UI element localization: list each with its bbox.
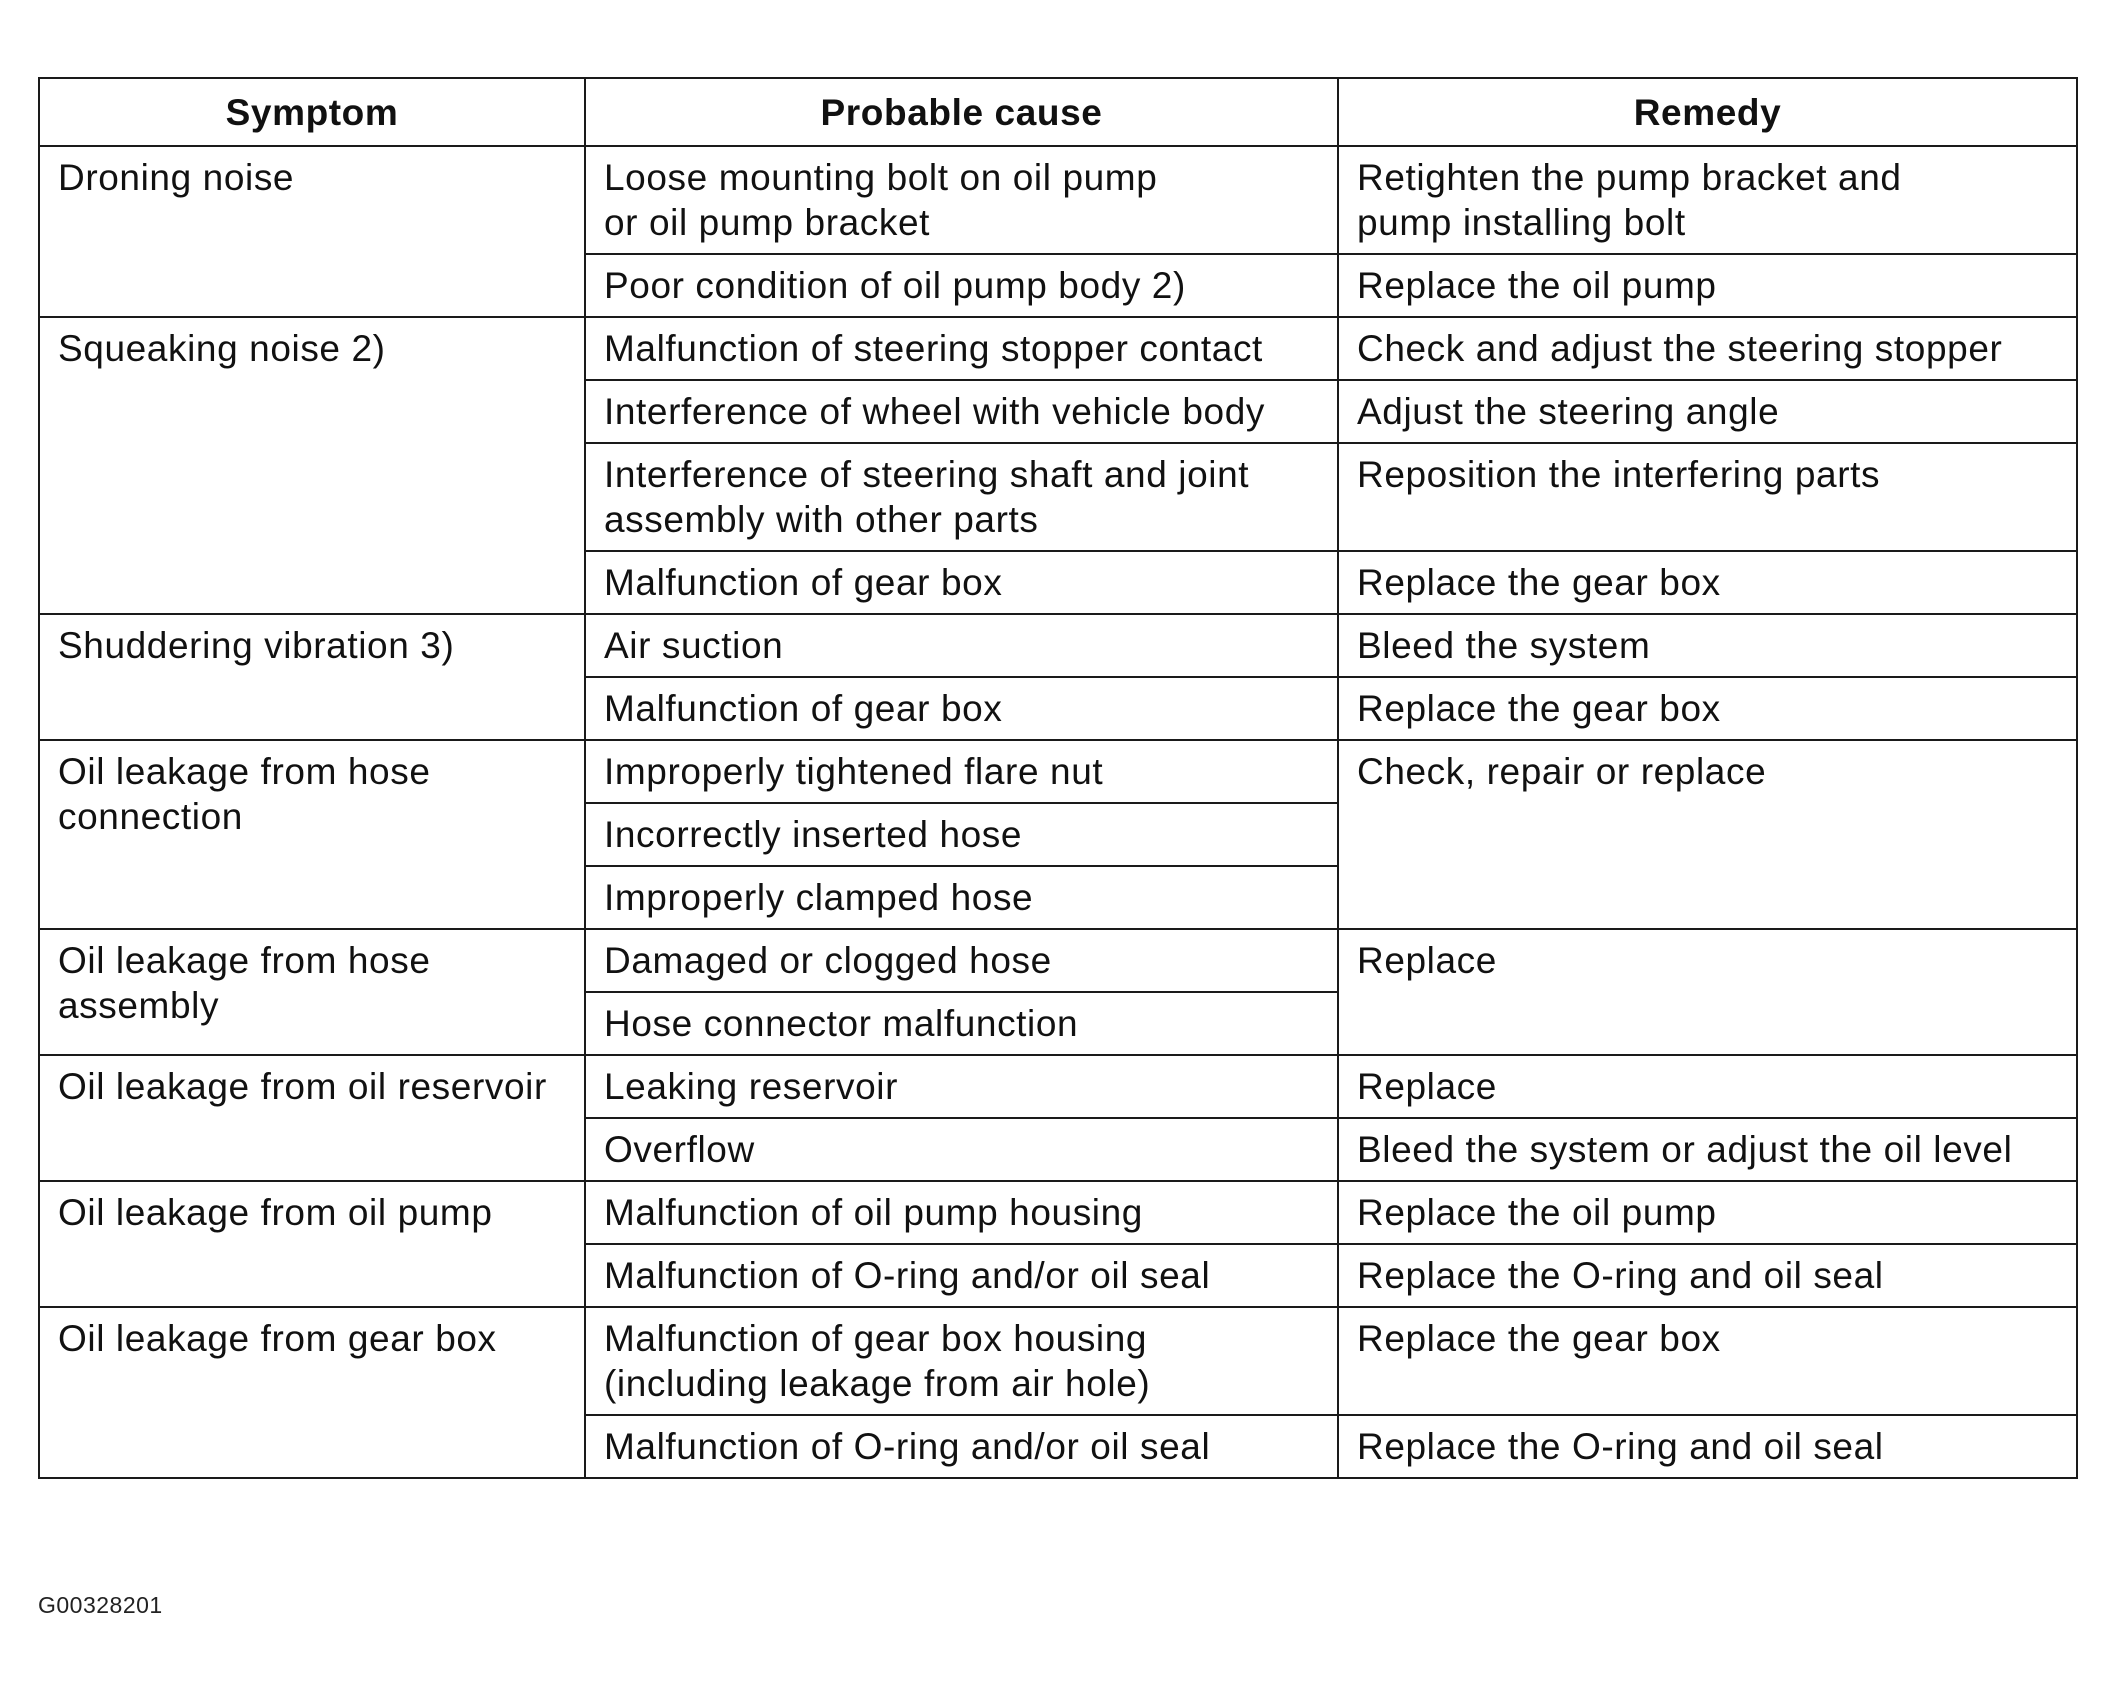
symptom-cell: Oil leakage from hose assembly [39,929,585,1055]
remedy-cell: Replace the O-ring and oil seal [1338,1244,2077,1307]
probable-cause-cell: Malfunction of gear box housing (including leakage from air hole) [585,1307,1338,1415]
probable-cause-cell: Malfunction of O-ring and/or oil seal [585,1244,1338,1307]
symptom-cell: Squeaking noise 2) [39,317,585,614]
table-body [39,146,2077,1478]
probable-cause-cell: Malfunction of oil pump housing [585,1181,1338,1244]
probable-cause-cell: Improperly tightened flare nut [585,740,1338,803]
symptom-cell: Oil leakage from hose connection [39,740,585,929]
probable-cause-cell: Malfunction of gear box [585,551,1338,614]
symptom-cell: Shuddering vibration 3) [39,614,585,740]
symptom-cell: Droning noise [39,146,585,317]
figure-id: G00328201 [38,1592,163,1618]
remedy-cell: Retighten the pump bracket and pump installing bolt [1338,146,2077,254]
remedy-cell: Replace the O-ring and oil seal [1338,1415,2077,1478]
table-row [39,614,2077,677]
probable-cause-cell: Damaged or clogged hose [585,929,1338,992]
remedy-cell: Replace the gear box [1338,677,2077,740]
remedy-cell: Replace the oil pump [1338,254,2077,317]
probable-cause-cell: Malfunction of steering stopper contact [585,317,1338,380]
symptom-cell: Oil leakage from oil pump [39,1181,585,1307]
probable-cause-cell: Incorrectly inserted hose [585,803,1338,866]
probable-cause-cell: Poor condition of oil pump body 2) [585,254,1338,317]
probable-cause-cell: Interference of wheel with vehicle body [585,380,1338,443]
table-row [39,1307,2077,1415]
remedy-cell: Replace [1338,929,2077,1055]
probable-cause-cell: Loose mounting bolt on oil pump or oil pump bracket [585,146,1338,254]
remedy-cell: Adjust the steering angle [1338,380,2077,443]
table-row [39,740,2077,803]
header-symptom: Symptom [39,78,585,146]
table-row [39,146,2077,254]
probable-cause-cell: Interference of steering shaft and joint assembly with other parts [585,443,1338,551]
probable-cause-cell: Malfunction of O-ring and/or oil seal [585,1415,1338,1478]
remedy-cell: Bleed the system or adjust the oil level [1338,1118,2077,1181]
probable-cause-cell: Air suction [585,614,1338,677]
remedy-cell: Replace the gear box [1338,1307,2077,1415]
remedy-cell: Replace [1338,1055,2077,1118]
probable-cause-cell: Hose connector malfunction [585,992,1338,1055]
probable-cause-cell: Overflow [585,1118,1338,1181]
symptom-cell: Oil leakage from oil reservoir [39,1055,585,1181]
remedy-cell: Replace the oil pump [1338,1181,2077,1244]
remedy-cell: Replace the gear box [1338,551,2077,614]
table-row [39,317,2077,380]
troubleshooting-table [38,77,2078,1479]
probable-cause-cell: Improperly clamped hose [585,866,1338,929]
symptom-cell: Oil leakage from gear box [39,1307,585,1478]
table-row [39,929,2077,992]
remedy-cell: Reposition the interfering parts [1338,443,2077,551]
table-header-row [39,78,2077,146]
probable-cause-cell: Malfunction of gear box [585,677,1338,740]
header-remedy: Remedy [1338,78,2077,146]
remedy-cell: Bleed the system [1338,614,2077,677]
remedy-cell: Check, repair or replace [1338,740,2077,929]
header-probable-cause: Probable cause [585,78,1338,146]
table-row [39,1055,2077,1118]
probable-cause-cell: Leaking reservoir [585,1055,1338,1118]
remedy-cell: Check and adjust the steering stopper [1338,317,2077,380]
table-row [39,1181,2077,1244]
